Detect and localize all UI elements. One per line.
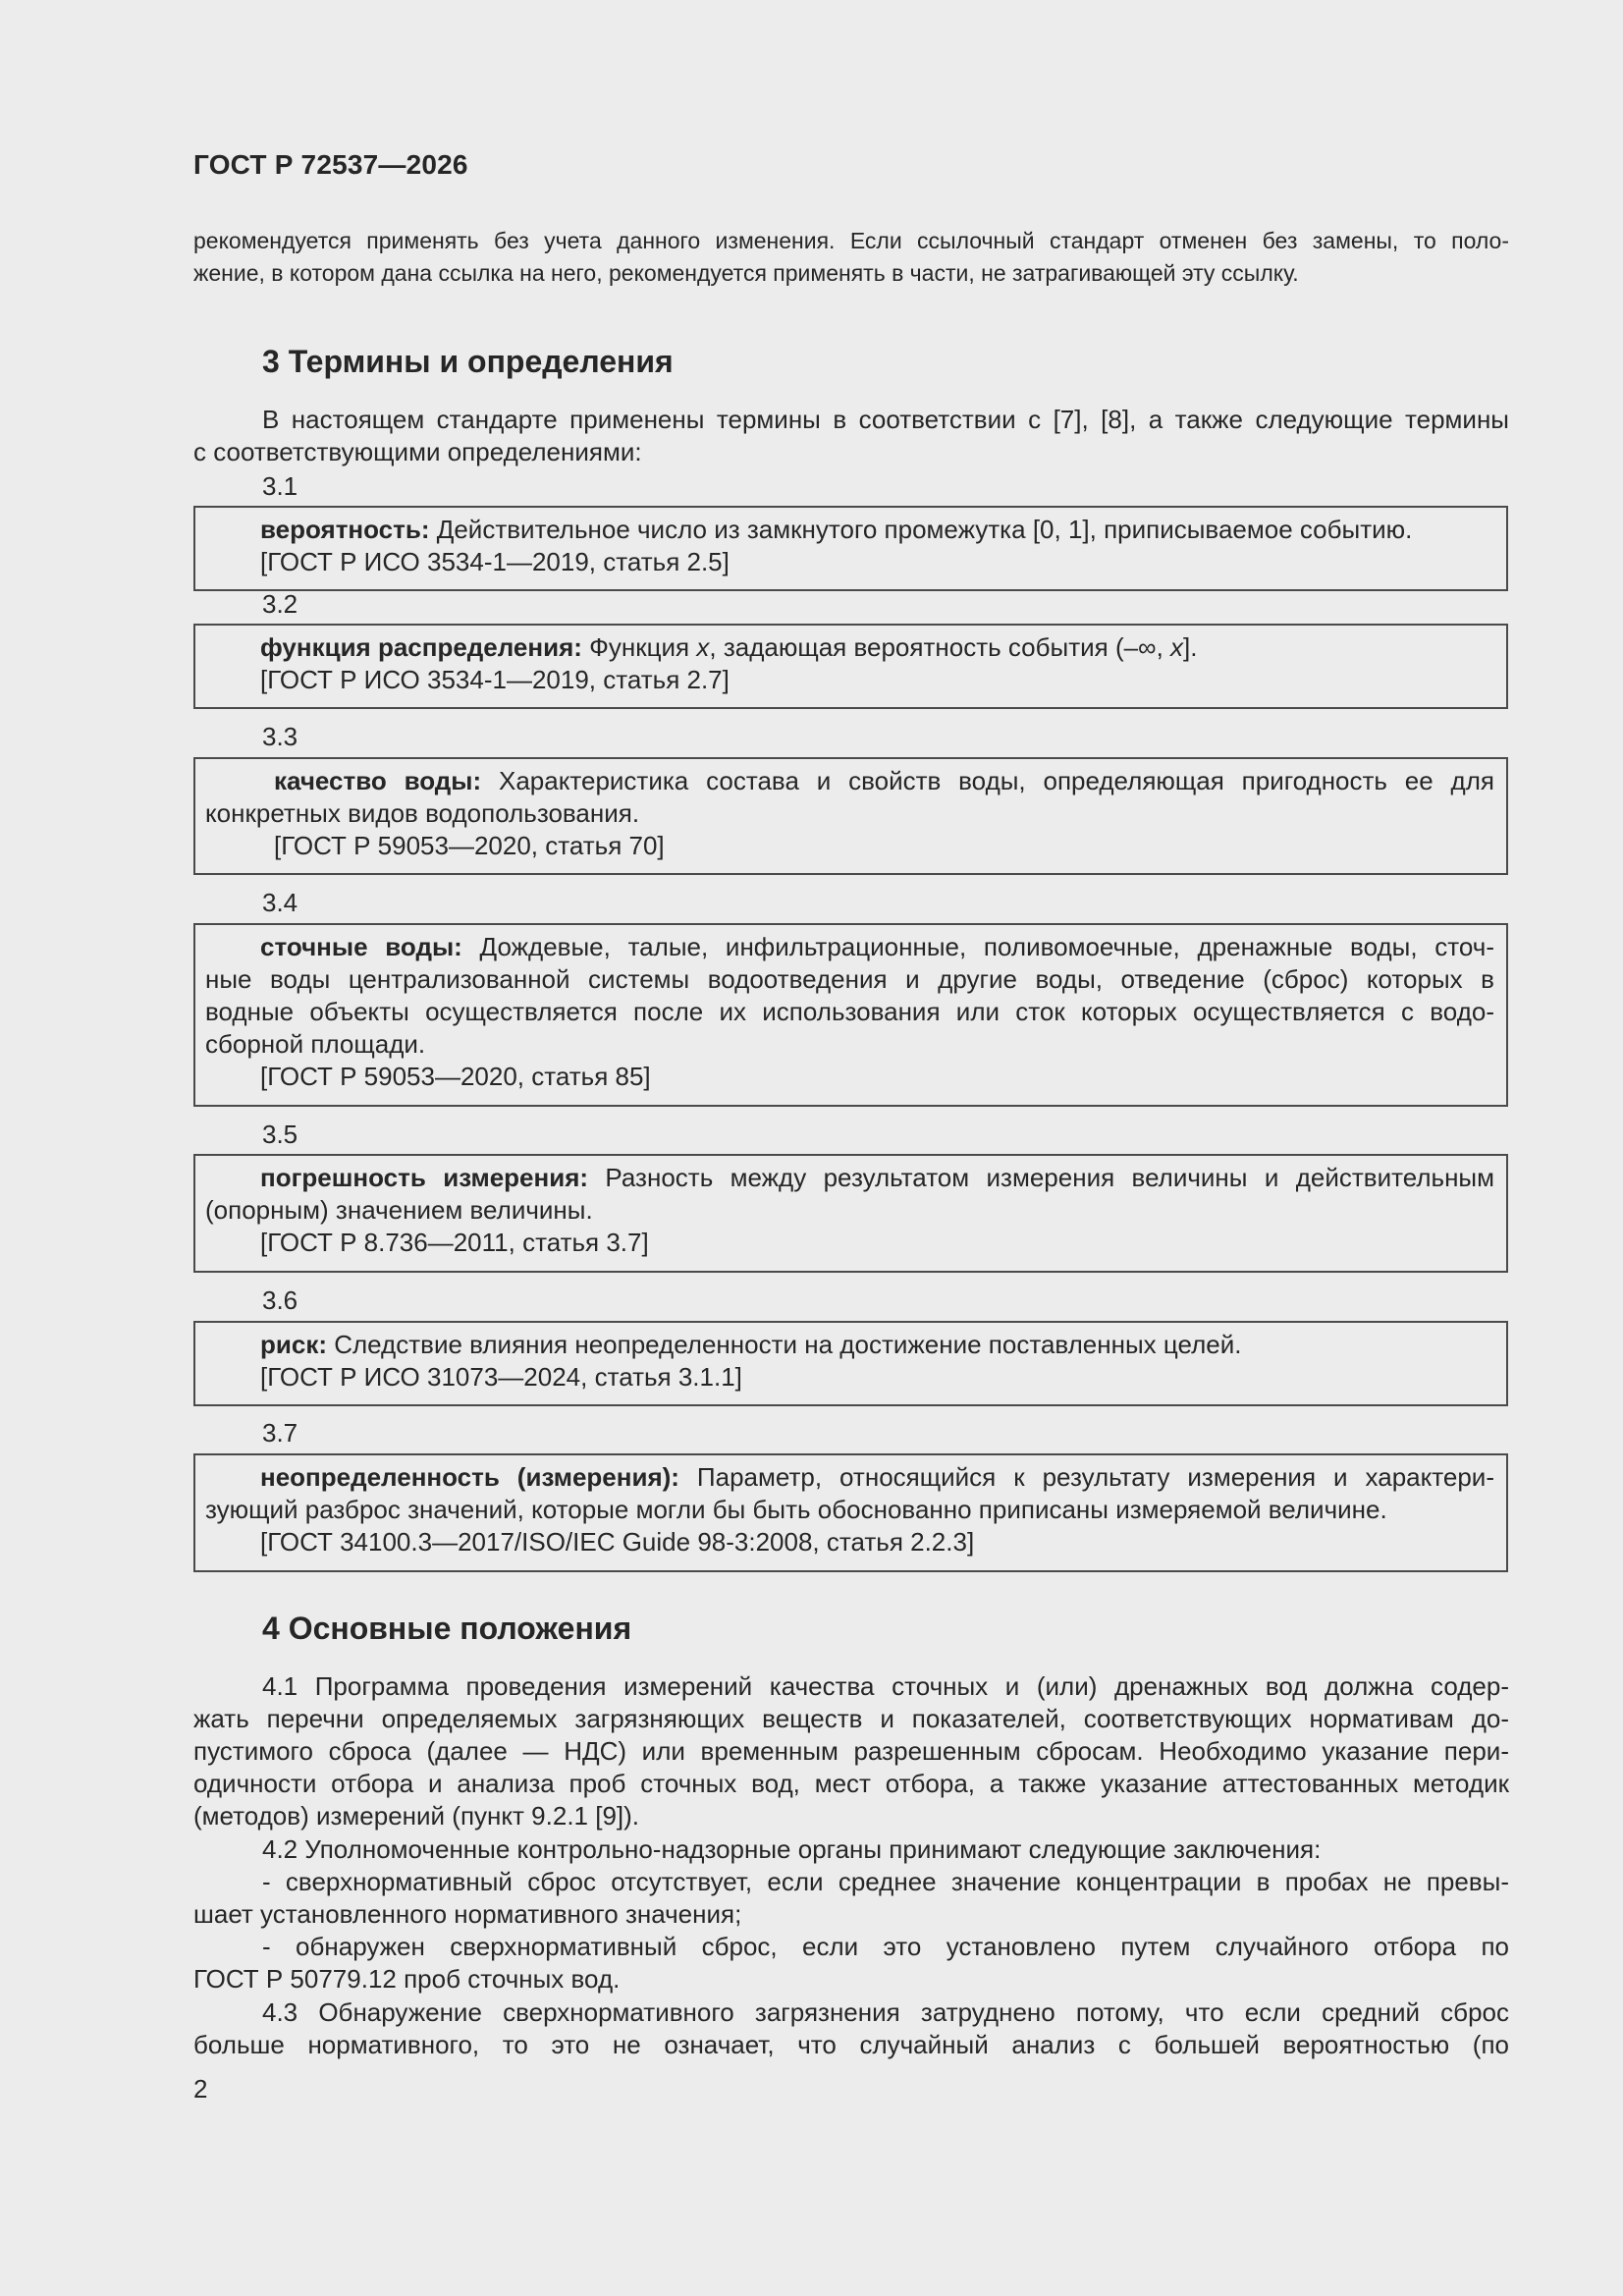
- paragraph-4-1: 4.1 Программа проведения измерений качества сточных и (или) дренажных вод должна содер- жать перечни определяемых загрязняющих веществ и показателей, соответствующих нормативам до- пустимого сброса (далее — НДС) или временным разрешенным сбросам. Необходимо указание пери- одичности отбора и анализа проб сточных вод, мест отбора, а также указание аттестованных методик (методов) измерений (пункт 9.2.1 [9]).: [193, 1671, 1509, 1831]
- page-number: 2: [193, 2074, 208, 2104]
- term-box-risk: риск: Следствие влияния неопределенности на достижение поставленных целей. [ГОСТ Р ИСО 31073—2024, статья 3.1.1]: [193, 1321, 1508, 1406]
- intro-paragraph: рекомендуется применять без учета данного изменения. Если ссылочный стандарт отменен без замены, то поло- жение, в котором дана ссылка на него, рекомендуется применять в части, не затрагивающей эту ссылку.: [193, 228, 1509, 286]
- term-number: 3.2: [262, 589, 298, 619]
- term-box-distribution-function: функция распределения: Функция x, задающая вероятность события (–∞, x]. [ГОСТ Р ИСО 3534-1—2019, статья 2.7]: [193, 624, 1508, 709]
- term-number: 3.5: [262, 1120, 298, 1149]
- standard-header: ГОСТ Р 72537—2026: [193, 149, 468, 180]
- term-box-water-quality: качество воды: Характеристика состава и свойств воды, определяющая пригодность ее для конкретных видов водопользования. [ГОСТ Р 59053—2020, статья 70]: [193, 757, 1508, 875]
- list-item-excess-found: - обнаружен сверхнормативный сброс, если это установлено путем случайного отбора по ГОСТ Р 50779.12 проб сточных вод.: [193, 1932, 1509, 1994]
- term-number: 3.4: [262, 888, 298, 917]
- term-box-probability: вероятность: Действительное число из замкнутого промежутка [0, 1], приписываемое событию. [ГОСТ Р ИСО 3534-1—2019, статья 2.5]: [193, 506, 1508, 591]
- term-name: риск:: [260, 1330, 327, 1359]
- term-number: 3.7: [262, 1418, 298, 1448]
- section-3-heading: 3 Термины и определения: [262, 344, 674, 379]
- term-source: [ГОСТ Р 59053—2020, статья 85]: [260, 1062, 651, 1091]
- term-box-measurement-error: погрешность измерения: Разность между результатом измерения величины и действительным (опорным) значением величины. [ГОСТ Р 8.736—2011, статья 3.7]: [193, 1154, 1508, 1273]
- term-number: 3.1: [262, 471, 298, 501]
- term-source: [ГОСТ Р 59053—2020, статья 70]: [274, 831, 665, 860]
- term-source: [ГОСТ 34100.3—2017/ISO/IEC Guide 98-3:2008, статья 2.2.3]: [260, 1527, 975, 1557]
- term-number: 3.6: [262, 1285, 298, 1315]
- term-name: сточные воды:: [260, 932, 462, 961]
- term-name: качество воды:: [274, 766, 482, 795]
- term-name: погрешность измерения:: [260, 1163, 589, 1192]
- term-name: вероятность:: [260, 515, 430, 544]
- term-box-wastewater: сточные воды: Дождевые, талые, инфильтрационные, поливомоечные, дренажные воды, сточ- ные воды централизованной системы водоотведения и другие воды, отведение (сброс) которых в водные объекты осуществляется после их использования или сток которых осуществляется с водо- сборной площади. [ГОСТ Р 59053—2020, статья 85]: [193, 923, 1508, 1107]
- term-source: [ГОСТ Р ИСО 31073—2024, статья 3.1.1]: [260, 1362, 742, 1392]
- term-name: неопределенность (измерения):: [260, 1462, 679, 1492]
- term-source: [ГОСТ Р 8.736—2011, статья 3.7]: [260, 1228, 649, 1257]
- section-4-heading: 4 Основные положения: [262, 1611, 632, 1646]
- section-3-lead: В настоящем стандарте применены термины в соответствии с [7], [8], а также следующие термины с соответствующими определениями:: [193, 405, 1509, 466]
- paragraph-4-3: 4.3 Обнаружение сверхнормативного загрязнения затруднено потому, что если средний сброс больше нормативного, то это не означает, что случайный анализ с большей вероятностью (по: [193, 1997, 1509, 2059]
- term-number: 3.3: [262, 722, 298, 751]
- term-name: функция распределения:: [260, 632, 582, 662]
- term-box-uncertainty: неопределенность (измерения): Параметр, относящийся к результату измерения и характери- зующий разброс значений, которые могли бы быть обоснованно приписаны измеряемой величине. [ГОСТ 34100.3—2017/ISO/IEC Guide 98-3:2008, статья 2.2.3]: [193, 1453, 1508, 1572]
- term-source: [ГОСТ Р ИСО 3534-1—2019, статья 2.7]: [260, 665, 730, 694]
- paragraph-4-2: 4.2 Уполномоченные контрольно-надзорные органы принимают следующие заключения:: [262, 1834, 1322, 1864]
- term-source: [ГОСТ Р ИСО 3534-1—2019, статья 2.5]: [260, 547, 730, 576]
- list-item-no-excess: - сверхнормативный сброс отсутствует, если среднее значение концентрации в пробах не превы- шает установленного нормативного значения;: [193, 1867, 1509, 1929]
